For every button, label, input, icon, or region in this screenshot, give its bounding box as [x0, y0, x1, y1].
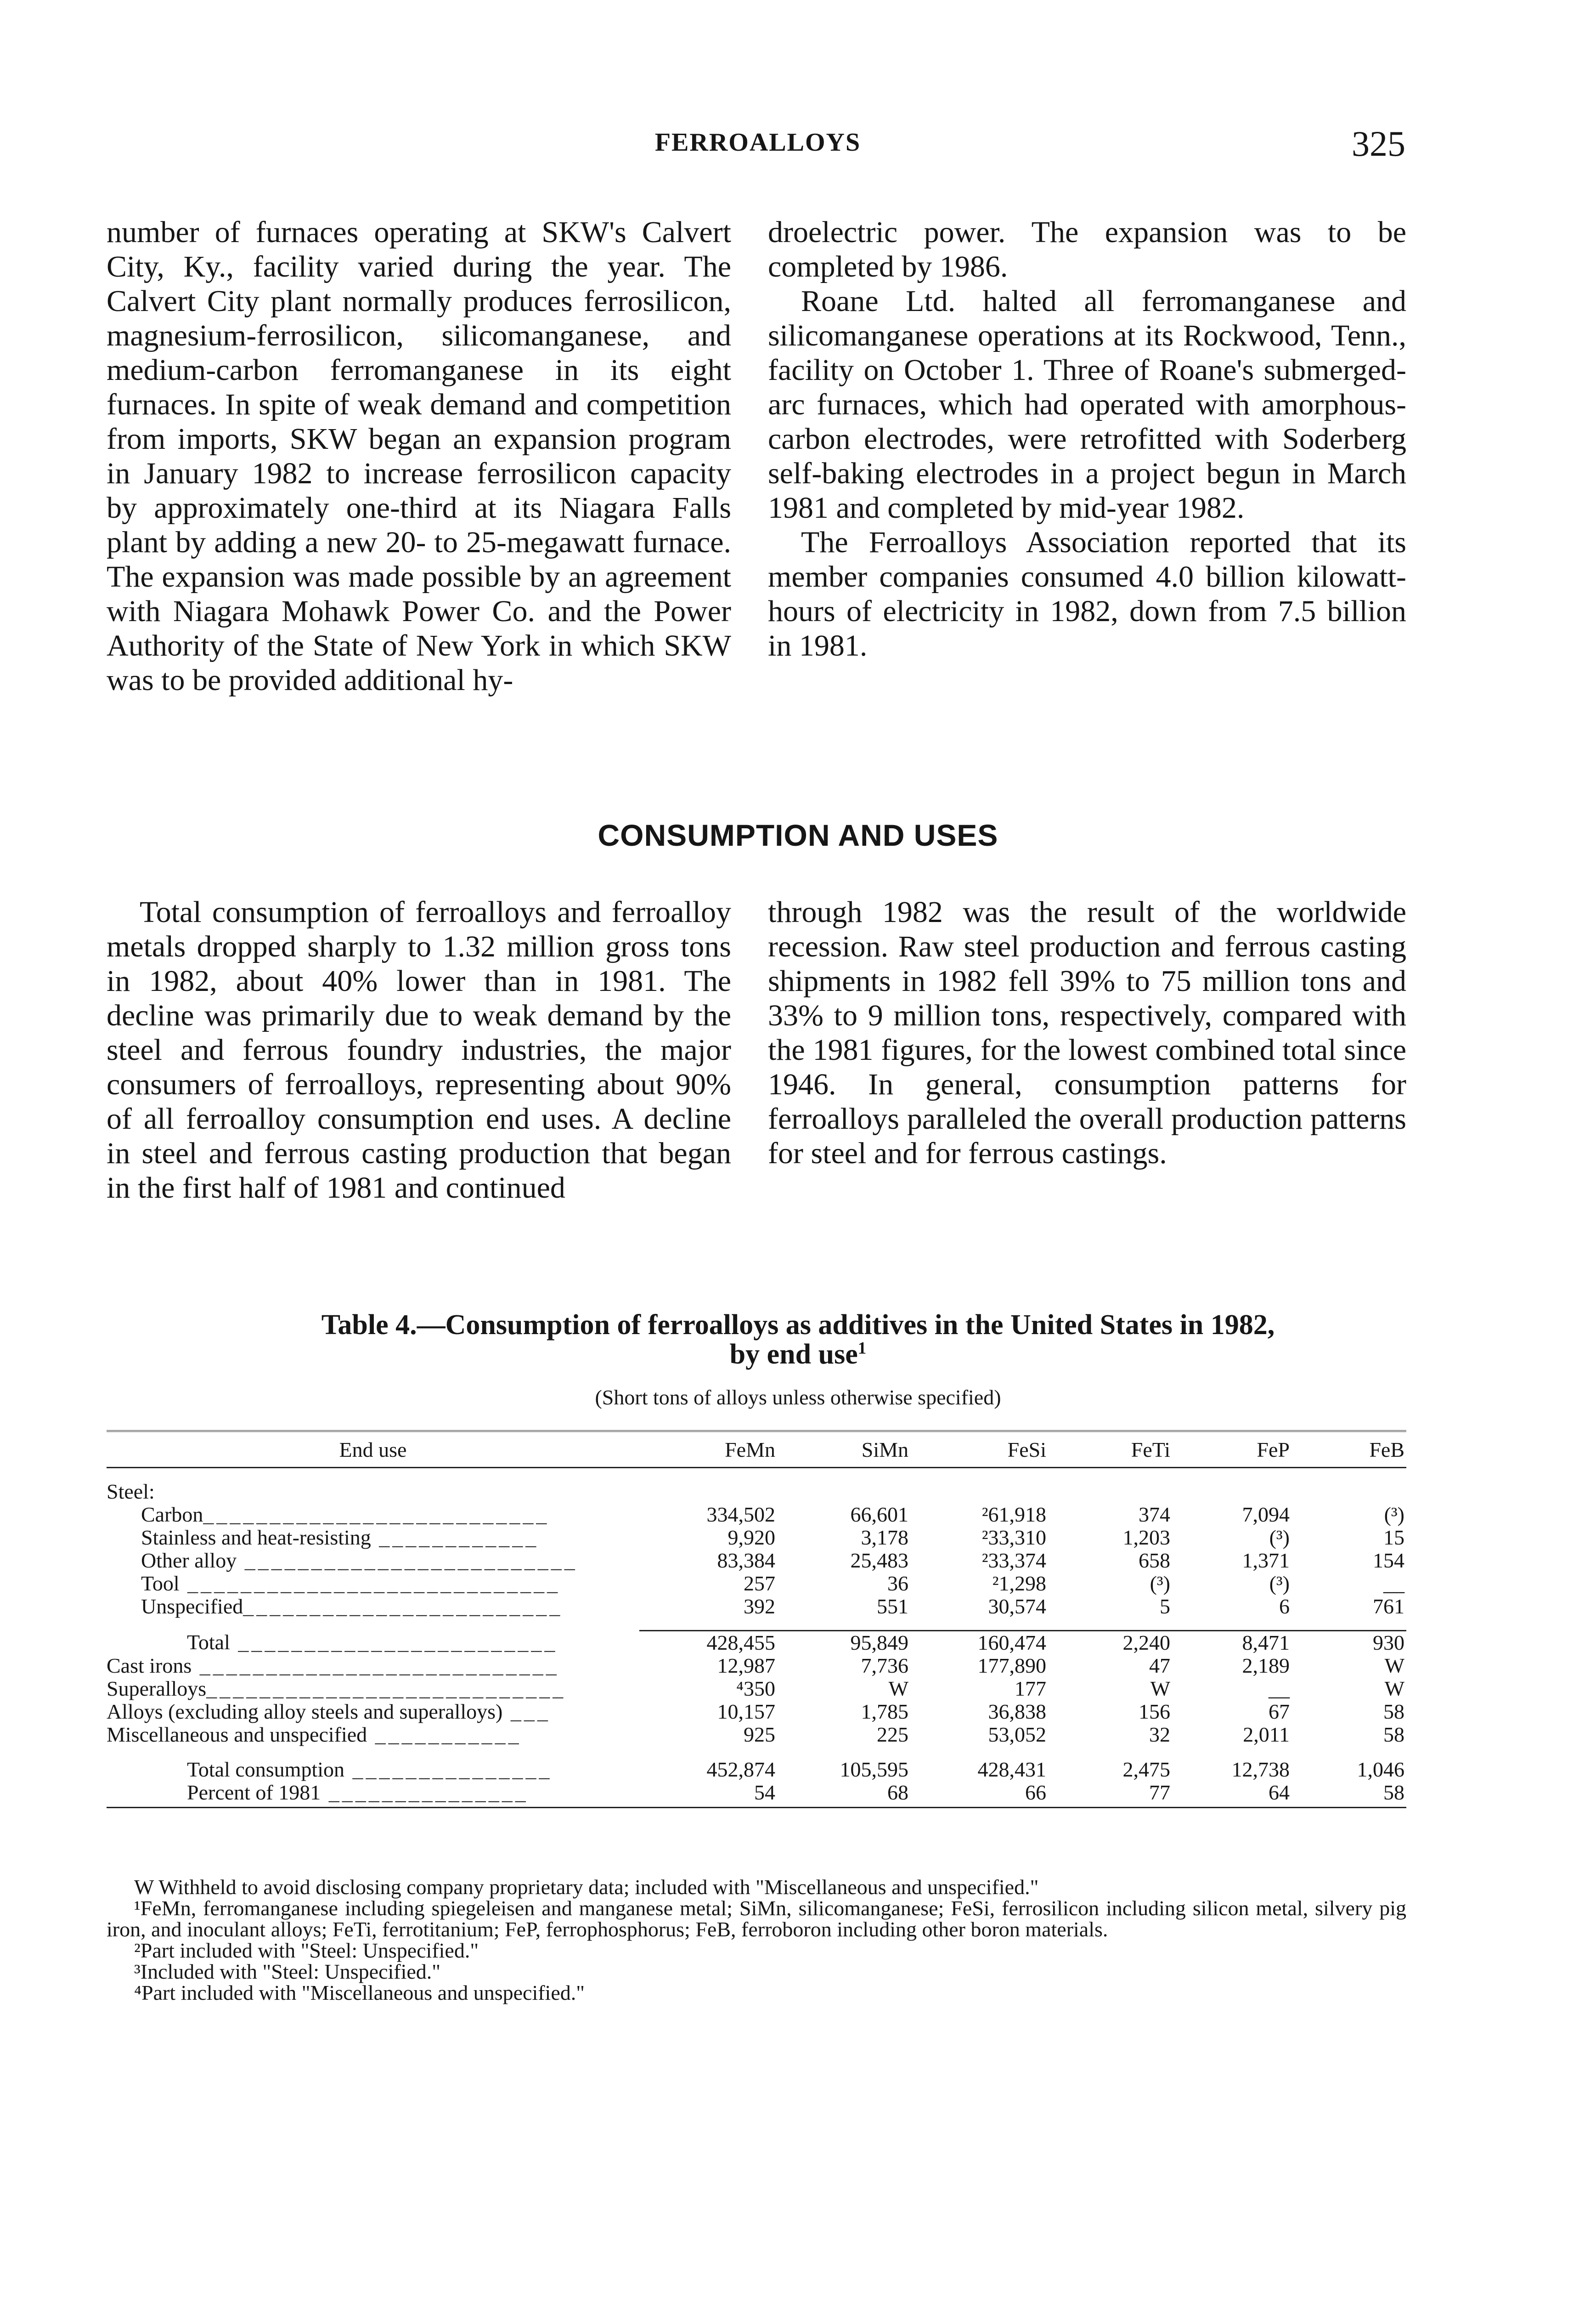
table-row — [107, 1549, 1406, 1572]
page-number: 325 — [1352, 124, 1405, 164]
table-title-line-1: Table 4.—Consumption of ferroalloys as additives in the United States in 1982, — [321, 1309, 1275, 1341]
row-label — [107, 1549, 639, 1572]
leader-dots: _________________________ — [237, 1549, 578, 1572]
table-cell: 428,431 — [977, 1758, 1046, 1781]
row-label-text: Cast irons — [107, 1654, 192, 1677]
table-cell: 95,849 — [777, 1631, 910, 1655]
table-row — [107, 1723, 1406, 1746]
row-label-text: Other alloy — [141, 1549, 237, 1572]
table-cell: 1,203 — [1122, 1526, 1170, 1549]
table-row — [107, 1677, 1406, 1700]
table-cell: 177,890 — [977, 1654, 1046, 1677]
column-header-feti: FeTi — [1048, 1431, 1172, 1468]
table-cell: 1,046 — [1357, 1758, 1404, 1781]
column-header-fesi: FeSi — [910, 1431, 1048, 1468]
row-label-text: Miscellaneous and unspecified — [107, 1723, 367, 1746]
section-left-column — [107, 895, 731, 1205]
table-cell: ²33,374 — [981, 1549, 1046, 1572]
table-cell: 154 — [1373, 1549, 1404, 1572]
row-label-text: Total — [187, 1631, 230, 1654]
leader-dots: __________________________ — [203, 1503, 550, 1526]
table-cell: 105,595 — [840, 1758, 908, 1781]
table-cell: 36 — [887, 1572, 908, 1595]
table-subtitle: (Short tons of alloys unless otherwise specified) — [595, 1386, 1001, 1409]
table-cell: (³) — [1150, 1572, 1170, 1595]
section-right-paragraph: through 1982 was the result of the worldwide recession. Raw steel production and ferrous casting shipments in 1982 fell 39% to 75 million tons and 33% to 9 million tons, respectively, compared with the 1981 figures, for the lowest combined total since 1946. In general, consumption patterns for ferroalloys paralleled the overall production patterns for steel and for ferrous castings. — [768, 895, 1406, 1170]
leader-dots: ____________________________ — [179, 1572, 561, 1595]
table-footnotes — [107, 1877, 1406, 2003]
intro-left-paragraph: number of furnaces operating at SKW's Calvert City, Ky., facility varied during the year. The Calvert City plant normally produces ferrosilicon, magnesium-ferrosilicon, silicomanganese, and medium-carbon ferromanganese in its eight furnaces. In spite of weak demand and competition from imports, SKW began an expansion program in January 1982 to increase ferrosilicon capacity by approximately one-third at its Niagara Falls plant by adding a new 20- to 25-megawatt furnace. The expansion was made possible by an agreement with Niagara Mohawk Power Co. and the Power Authority of the State of New York in which SKW was to be provided additional hy- — [107, 215, 731, 697]
column-header-fep: FeP — [1172, 1431, 1291, 1468]
table-cell: 68 — [777, 1781, 910, 1808]
row-label-text: Percent of 1981 — [187, 1781, 321, 1804]
leader-dots: ________________________ — [230, 1631, 558, 1654]
table-header-row — [107, 1431, 1406, 1468]
table-cell: 1,371 — [1242, 1549, 1290, 1572]
table-cell: (³) — [1269, 1572, 1290, 1595]
running-head: FERROALLOYS — [654, 128, 861, 157]
table-cell: 374 — [1139, 1503, 1170, 1526]
leader-dots: ___________________________ — [206, 1677, 566, 1700]
table-cell: 7,736 — [861, 1654, 908, 1677]
table-row — [107, 1700, 1406, 1723]
table-cell: 54 — [639, 1781, 777, 1808]
table-cell: 53,052 — [988, 1723, 1046, 1746]
table-cell: 334,502 — [706, 1503, 775, 1526]
table-cell: 66 — [910, 1781, 1048, 1808]
table-cell: 30,574 — [988, 1595, 1046, 1618]
row-label — [107, 1503, 639, 1526]
row-label — [107, 1723, 639, 1746]
table-cell: ²33,310 — [981, 1526, 1046, 1549]
table-row-percent — [107, 1781, 1406, 1808]
intro-right-paragraph-2: Roane Ltd. halted all ferromanganese and silicomanganese operations at its Rockwood, Tenn., facility on October 1. Three of Roane's submerged-arc furnaces, which had operated with amorphous-carbon electrodes, were retrofitted with Soderberg self-baking electrodes in a project begun in March 1981 and completed by mid-year 1982. — [768, 284, 1406, 525]
table-cell: 6 — [1279, 1595, 1290, 1618]
column-header-feb: FeB — [1291, 1431, 1406, 1468]
table-cell: W — [1384, 1677, 1404, 1700]
table-cell: 658 — [1139, 1549, 1170, 1572]
table-cell: 47 — [1149, 1654, 1170, 1677]
row-label — [107, 1758, 639, 1781]
table-cell: W — [1384, 1654, 1404, 1677]
table-row — [107, 1595, 1406, 1618]
table-row — [107, 1526, 1406, 1549]
table-cell: 66,601 — [850, 1503, 908, 1526]
table-cell: 930 — [1291, 1631, 1406, 1655]
table-cell: 428,455 — [639, 1631, 777, 1655]
row-label — [107, 1572, 639, 1595]
table-cell: 160,474 — [910, 1631, 1048, 1655]
table-cell: 77 — [1048, 1781, 1172, 1808]
leader-dots: ___ — [502, 1700, 551, 1723]
leader-dots: _______________ — [344, 1758, 553, 1781]
intro-right-column — [768, 215, 1406, 663]
footnote-2: ²Part included with "Steel: Unspecified." — [134, 1939, 479, 1962]
table-cell: 83,384 — [717, 1549, 775, 1572]
table-cell: 25,483 — [850, 1549, 908, 1572]
table-cell: 2,475 — [1122, 1758, 1170, 1781]
column-header-simn: SiMn — [777, 1431, 910, 1468]
intro-right-paragraph-1: droelectric power. The expansion was to be completed by 1986. — [768, 215, 1406, 283]
table-cell: 58 — [1291, 1781, 1406, 1808]
table-cell: 67 — [1269, 1700, 1290, 1723]
row-label-text: Tool — [141, 1572, 180, 1595]
table-cell: 12,987 — [717, 1654, 775, 1677]
table-cell: (³) — [1269, 1526, 1290, 1549]
row-label — [107, 1631, 639, 1655]
column-header-end-use: End use — [107, 1431, 639, 1468]
table-cell: 925 — [744, 1723, 775, 1746]
row-label — [107, 1677, 639, 1700]
row-label — [107, 1595, 639, 1618]
table-cell: ⁴350 — [736, 1677, 775, 1700]
footnote-1: ¹FeMn, ferromanganese including spiegeleisen and manganese metal; SiMn, silicomanganese; FeSi, ferrosilicon including silicon metal, silvery pig iron, and inoculant alloys; FeTi, ferrotitanium; FeP, ferrophosphorus; FeB, ferroboron including other boron materials. — [107, 1896, 1406, 1941]
group-label-steel: Steel: — [107, 1480, 155, 1503]
table-cell: 761 — [1373, 1595, 1404, 1618]
footnote-3: ³Included with "Steel: Unspecified." — [134, 1960, 441, 1983]
table-cell: __ — [1269, 1677, 1290, 1700]
table-cell: ²1,298 — [992, 1572, 1046, 1595]
footnote-w: W Withheld to avoid disclosing company proprietary data; included with "Miscellaneous and unspecified." — [134, 1875, 1039, 1899]
table-row — [107, 1572, 1406, 1595]
row-label-text: Total consumption — [187, 1758, 345, 1781]
section-left-paragraph: Total consumption of ferroalloys and ferroalloy metals dropped sharply to 1.32 million gross tons in 1982, about 40% lower than in 1981. The decline was primarily due to weak demand by the steel and ferrous foundry industries, the major consumers of ferroalloys, representing about 90% of all ferroalloy consumption end uses. A decline in steel and ferrous casting production that began in the first half of 1981 and continued — [107, 895, 731, 1205]
table-cell: __ — [1383, 1572, 1404, 1595]
table-row — [107, 1503, 1406, 1526]
row-label — [107, 1526, 639, 1549]
leader-dots: ________________________ — [243, 1595, 563, 1618]
table-cell: 452,874 — [706, 1758, 775, 1781]
row-label — [107, 1700, 639, 1723]
consumption-table — [107, 1430, 1406, 1808]
table-group-row — [107, 1480, 1406, 1503]
leader-dots: _______________ — [321, 1781, 529, 1804]
table-cell: 12,738 — [1231, 1758, 1290, 1781]
table-cell: 257 — [744, 1572, 775, 1595]
row-label-text: Superalloys — [107, 1677, 207, 1700]
section-heading: CONSUMPTION AND USES — [598, 818, 998, 852]
table-cell: 3,178 — [861, 1526, 908, 1549]
row-label — [107, 1781, 639, 1808]
table-cell: 9,920 — [728, 1526, 775, 1549]
leader-dots: ____________ — [371, 1526, 539, 1549]
table-cell: 64 — [1172, 1781, 1291, 1808]
table-cell: 5 — [1160, 1595, 1170, 1618]
table-cell: 36,838 — [988, 1700, 1046, 1723]
table-cell: 58 — [1383, 1700, 1404, 1723]
table-cell: (³) — [1384, 1503, 1404, 1526]
row-label-text: Stainless and heat-resisting — [141, 1526, 371, 1549]
intro-left-column — [107, 215, 731, 697]
table-cell: 156 — [1139, 1700, 1170, 1723]
table-cell: 8,471 — [1172, 1631, 1291, 1655]
table-row-total-consumption — [107, 1758, 1406, 1781]
table-cell: 2,240 — [1048, 1631, 1172, 1655]
column-header-femn: FeMn — [639, 1431, 777, 1468]
row-label-text: Unspecified — [141, 1595, 243, 1618]
table-cell: 15 — [1383, 1526, 1404, 1549]
row-label-text: Carbon — [141, 1503, 203, 1526]
table-cell: W — [1150, 1677, 1170, 1700]
section-right-column — [768, 895, 1406, 1171]
table-cell: W — [888, 1677, 908, 1700]
table-cell: 551 — [877, 1595, 908, 1618]
table-cell: 32 — [1149, 1723, 1170, 1746]
table-cell: 2,011 — [1243, 1723, 1290, 1746]
row-label — [107, 1654, 639, 1677]
table-title-line-2 — [92, 1340, 1504, 1369]
table-row-total — [107, 1631, 1406, 1655]
leader-dots: ___________ — [367, 1723, 522, 1746]
table-cell: 10,157 — [717, 1700, 775, 1723]
table-cell: 1,785 — [861, 1700, 908, 1723]
table-cell: 392 — [744, 1595, 775, 1618]
leader-dots: ___________________________ — [192, 1654, 559, 1677]
table-cell: 58 — [1383, 1723, 1404, 1746]
table-row — [107, 1654, 1406, 1677]
footnote-4: ⁴Part included with "Miscellaneous and unspecified." — [134, 1981, 585, 2004]
table-cell: 2,189 — [1242, 1654, 1290, 1677]
intro-right-paragraph-3: The Ferroalloys Association reported that its member companies consumed 4.0 billion kilowatt-hours of electricity in 1982, down from 7.5 billion in 1981. — [768, 526, 1406, 662]
table-cell: ²61,918 — [981, 1503, 1046, 1526]
table-cell: 225 — [877, 1723, 908, 1746]
table-title — [92, 1310, 1504, 1369]
table-cell: 7,094 — [1242, 1503, 1290, 1526]
table-cell: 177 — [1015, 1677, 1046, 1700]
table-title-line-2-text: by end use — [729, 1339, 858, 1370]
row-label-text: Alloys (excluding alloy steels and superalloys) — [107, 1700, 503, 1723]
table-title-footnote-mark: 1 — [857, 1339, 867, 1358]
